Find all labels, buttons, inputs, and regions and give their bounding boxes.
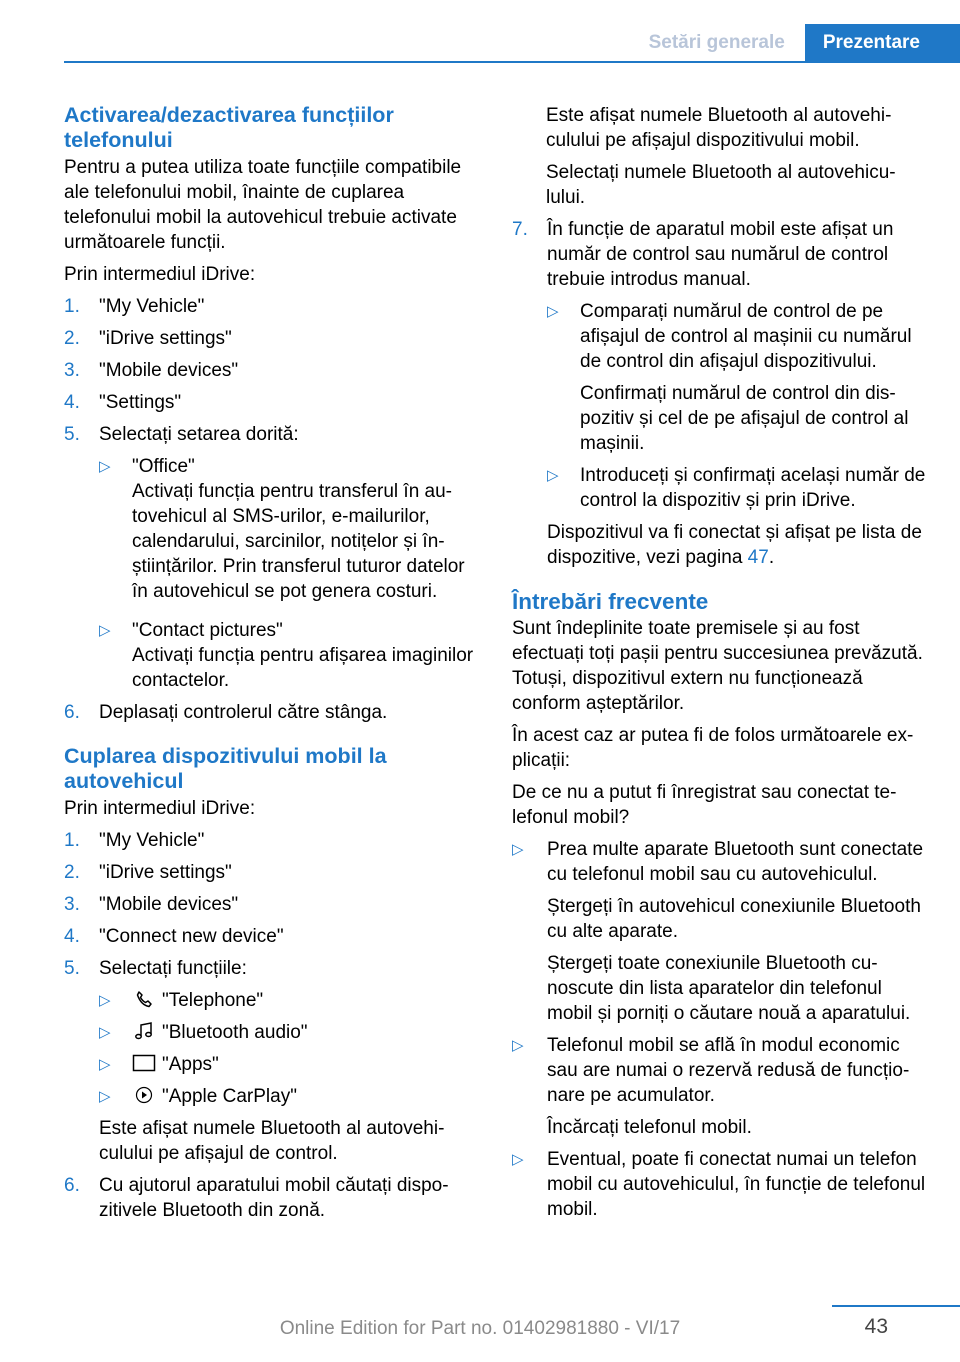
list-item [99, 1084, 480, 1109]
step-text: "Settings" [99, 392, 182, 413]
answers-list [512, 837, 928, 1222]
list-item [512, 217, 928, 570]
left-column [64, 103, 480, 1230]
intro-text: Pentru a putea utiliza toate funcțiile compatibile ale telefonului mobil, înainte de cuplarea telefonului mobil la autovehicul trebuie activate următoarele funcții. [64, 157, 462, 253]
list-item [64, 956, 480, 1166]
music-note-icon [132, 1021, 156, 1041]
heading-pairing: Cuplarea dispozitivului mobil la autovehicul [64, 744, 387, 793]
step-text: "Mobile devices" [99, 894, 239, 915]
via-idrive: Prin intermediul iDrive: [64, 264, 256, 285]
faq-question: De ce nu a putut fi înregistrat sau conectat telefonul mobil? [512, 782, 897, 828]
step-text: Selectați setarea dorită: [99, 424, 299, 445]
triangle-bullet-icon: ▷ [512, 1151, 524, 1168]
triangle-bullet-icon: ▷ [512, 841, 524, 858]
step-text: "My Vehicle" [99, 830, 205, 851]
list-item [99, 988, 480, 1013]
list-item [64, 860, 480, 885]
shown-on-control: Este afișat numele Bluetooth al autovehiculului pe afișajul de control. [99, 1118, 445, 1164]
triangle-bullet-icon: ▷ [547, 303, 559, 320]
right-column [512, 103, 928, 1229]
step-text: Deplasați controlerul către stânga. [99, 702, 388, 723]
func-apps: "Apps" [162, 1054, 219, 1075]
enter-number: Introduceți și confirmați același număr de control la dispozitiv și prin iDrive. [580, 465, 926, 511]
faq-intro-2: În acest caz ar putea fi de folos următoarele explicații: [512, 725, 914, 771]
step-number: 5. [64, 958, 80, 979]
list-item [512, 1033, 928, 1140]
page-header [629, 24, 960, 62]
answer-economy: Telefonul mobil se află în modul economic sau are numai o rezervă redusă de funcționare pe acumulator. [547, 1035, 910, 1106]
list-item [64, 326, 480, 351]
shown-on-mobile: Este afișat numele Bluetooth al autovehiculului pe afișajul dispozitivului mobil. [546, 105, 892, 151]
step-text: În funcție de aparatul mobil este afișat un număr de control sau numărul de control trebuie introdus manual. [547, 219, 894, 290]
answer-too-many: Prea multe aparate Bluetooth sunt conectate cu telefonul mobil sau cu autovehiculul. [547, 839, 924, 885]
contact-title: "Contact pictures" [132, 620, 283, 641]
list-item [547, 463, 928, 513]
office-desc: Activați funcția pentru transferul în autovehicul al SMS-urilor, e-mailurilor, calendarului, sarcinilor, notițelor și înștiințărilor. Prin transferul tuturor datelor în autovehicul se pot genera costuri. [132, 481, 465, 602]
step-text: "iDrive settings" [99, 862, 232, 883]
select-name: Selectați numele Bluetooth al autovehiculului. [546, 162, 896, 208]
settings-sublist [99, 454, 480, 693]
list-item [547, 299, 928, 456]
triangle-bullet-icon: ▷ [99, 458, 111, 475]
list-item [512, 837, 928, 1026]
play-circle-icon [132, 1085, 156, 1105]
triangle-bullet-icon: ▷ [512, 1037, 524, 1054]
list-item [64, 700, 480, 725]
footer-edition: Online Edition for Part no. 01402981880 - VI/17 [279, 1318, 681, 1339]
device-connected: Dispozitivul va fi conectat și afișat pe lista de dispozitive, vezi pagina 47. [547, 522, 922, 568]
footer-rule [832, 1305, 960, 1307]
header-rule [64, 61, 960, 63]
step-number: 3. [64, 894, 80, 915]
func-carplay: "Apple CarPlay" [162, 1086, 297, 1107]
step-number: 5. [64, 424, 80, 445]
steps-list-3 [512, 217, 928, 570]
step-number: 7. [512, 219, 528, 240]
faq-intro: Sunt îndeplinite toate premisele și au fost efectuați toți pașii pentru succesiunea prevăzută. Totuși, dispozitivul extern nu funcționează conform așteptărilor. [512, 618, 923, 714]
list-item [64, 1173, 480, 1223]
step-number: 2. [64, 328, 80, 349]
list-item [99, 1052, 480, 1077]
via-idrive-2: Prin intermediul iDrive: [64, 798, 256, 819]
triangle-bullet-icon: ▷ [99, 1024, 111, 1041]
heading-phone-functions: Activarea/dezactivarea funcțiilor telefonului [64, 103, 394, 152]
list-item [99, 1020, 480, 1045]
func-telephone: "Telephone" [162, 990, 264, 1011]
list-item [64, 294, 480, 319]
list-item [64, 828, 480, 853]
confirm-number: Confirmați numărul de control din dispozitiv și cel de pe afișajul de control al mașinii. [580, 383, 909, 454]
section-tab[interactable]: Setări generale [629, 24, 805, 62]
steps-list-1 [64, 294, 480, 725]
office-title: "Office" [132, 456, 195, 477]
step-text: "Mobile devices" [99, 360, 239, 381]
compare-number: Comparați numărul de control de pe afișajul de control al mașinii cu numărul de control din afișajul dispozitivului. [580, 301, 912, 372]
contact-desc: Activați funcția pentru afișarea imaginilor contactelor. [132, 645, 474, 691]
list-item [99, 454, 480, 604]
func-audio: "Bluetooth audio" [162, 1022, 308, 1043]
step-number: 4. [64, 392, 80, 413]
telephone-icon [132, 989, 156, 1009]
step-number: 4. [64, 926, 80, 947]
step-text: "Connect new device" [99, 926, 284, 947]
step-text: Selectați funcțiile: [99, 958, 247, 979]
answer-delete-car: Ștergeți în autovehicul conexiunile Bluetooth cu alte aparate. [547, 896, 921, 942]
apps-icon [132, 1053, 156, 1073]
list-item [99, 618, 480, 693]
step-number: 6. [64, 702, 80, 723]
step-number: 3. [64, 360, 80, 381]
list-item [64, 390, 480, 415]
list-item [64, 422, 480, 693]
answer-delete-phone: Ștergeți toate conexiunile Bluetooth cunoscute din lista aparatelor din telefonul mobil și porniți o căutare nouă a aparatului. [547, 953, 911, 1024]
step-number: 6. [64, 1175, 80, 1196]
list-item [64, 892, 480, 917]
triangle-bullet-icon: ▷ [99, 622, 111, 639]
triangle-bullet-icon: ▷ [99, 992, 111, 1009]
step-number: 2. [64, 862, 80, 883]
heading-faq: Întrebări frecvente [512, 589, 709, 614]
chapter-tab[interactable]: Prezentare [805, 24, 960, 62]
step-number: 1. [64, 830, 80, 851]
answer-single-phone: Eventual, poate fi conectat numai un telefon mobil cu autovehiculul, în funcție de telefonul mobil. [547, 1149, 926, 1220]
triangle-bullet-icon: ▷ [547, 467, 559, 484]
steps-list-2 [64, 828, 480, 1223]
triangle-bullet-icon: ▷ [99, 1088, 111, 1105]
list-item [64, 358, 480, 383]
triangle-bullet-icon: ▷ [99, 1056, 111, 1073]
answer-charge: Încărcați telefonul mobil. [547, 1117, 752, 1138]
step-text: Cu ajutorul aparatului mobil căutați dispozitivele Bluetooth din zonă. [99, 1175, 449, 1221]
step-text: "iDrive settings" [99, 328, 232, 349]
functions-sublist [99, 988, 480, 1109]
page-number: 43 [864, 1315, 888, 1338]
step-text: "My Vehicle" [99, 296, 205, 317]
control-number-sublist [547, 299, 928, 513]
step-number: 1. [64, 296, 80, 317]
page-link[interactable]: 47 [747, 547, 769, 568]
list-item [512, 1147, 928, 1222]
list-item [64, 924, 480, 949]
